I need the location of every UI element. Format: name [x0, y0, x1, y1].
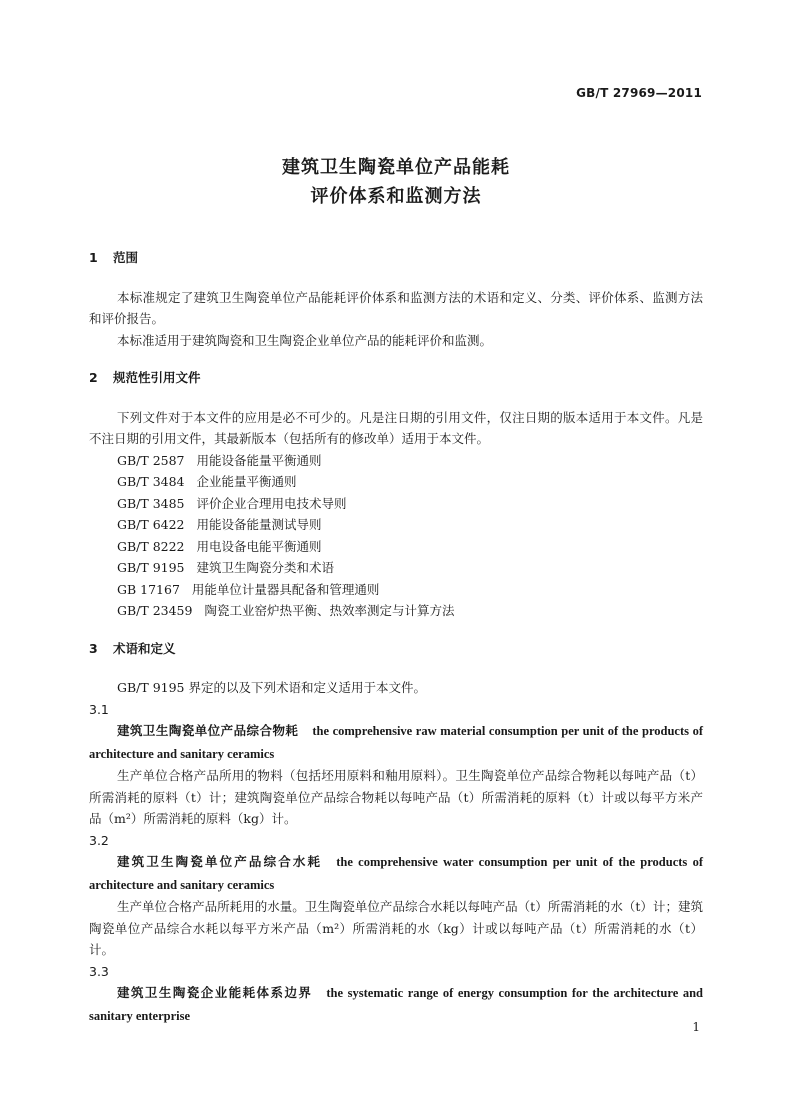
document-title-line-1: 建筑卫生陶瓷单位产品能耗 — [282, 157, 510, 178]
term-entry — [89, 982, 703, 1027]
document-body — [89, 247, 703, 1027]
clause-number: 3.1 — [89, 701, 109, 717]
term-chinese: 建筑卫生陶瓷单位产品综合物耗 — [117, 723, 299, 738]
reference-code: GB/T 23459 — [117, 603, 193, 618]
reference-code: GB/T 3485 — [117, 495, 185, 511]
reference-title: 企业能量平衡通则 — [196, 474, 297, 489]
reference-item — [89, 600, 703, 622]
paragraph: GB/T 9195 界定的以及下列术语和定义适用于本文件。 — [117, 680, 426, 695]
reference-title: 用电设备电能平衡通则 — [196, 538, 322, 554]
section-title: 规范性引用文件 — [113, 370, 201, 385]
paragraph: 本标准规定了建筑卫生陶瓷单位产品能耗评价体系和监测方法的术语和定义、分类、评价体系、监测方法和评价报告。 — [89, 289, 703, 326]
reference-title: 评价企业合理用电技术导则 — [196, 495, 347, 511]
clause-number: 3.3 — [89, 963, 109, 979]
reference-title: 建筑卫生陶瓷分类和术语 — [196, 560, 335, 575]
reference-code: GB 17167 — [117, 581, 180, 597]
section-heading-normative-references — [89, 367, 703, 389]
reference-title: 陶瓷工业窑炉热平衡、热效率测定与计算方法 — [204, 603, 455, 618]
reference-item — [89, 450, 703, 472]
paragraph: 本标准适用于建筑陶瓷和卫生陶瓷企业单位产品的能耗评价和监测。 — [117, 332, 493, 348]
section-number: 2 — [89, 370, 98, 385]
term-chinese: 建筑卫生陶瓷单位产品综合水耗 — [117, 854, 323, 869]
reference-code: GB/T 8222 — [117, 538, 185, 554]
standard-code: GB/T 27969—2011 — [576, 86, 702, 100]
document-title-line-2: 评价体系和监测方法 — [310, 186, 482, 207]
reference-code: GB/T 3484 — [117, 474, 185, 489]
section-number: 1 — [89, 250, 98, 265]
reference-title: 用能单位计量器具配备和管理通则 — [191, 581, 380, 597]
term-definition: 生产单位合格产品所用的物料（包括坯用原料和釉用原料）。卫生陶瓷单位产品综合物耗以每吨产品（t）所需消耗的原料（t）计；建筑陶瓷单位产品综合物耗以每吨产品（t）所需消耗的原料（t）计或以每平方米产品（m²）所需消耗的原料（kg）计。 — [89, 768, 703, 826]
section-number: 3 — [89, 640, 98, 656]
section-title: 术语和定义 — [113, 640, 176, 656]
reference-title: 用能设备能量测试导则 — [196, 517, 322, 532]
section-title: 范围 — [113, 250, 139, 265]
term-english: the comprehensive water consumption per unit of the products of architecture and sanitary ceramics — [89, 855, 703, 892]
term-english: the systematic range of energy consumption for the architecture and sanitary enterprise — [89, 986, 703, 1023]
reference-item — [89, 579, 703, 601]
reference-item — [89, 536, 703, 558]
term-chinese: 建筑卫生陶瓷企业能耗体系边界 — [117, 985, 313, 1000]
page-number: 1 — [692, 1020, 700, 1034]
section-heading-terms-and-definitions — [89, 638, 703, 660]
reference-item — [89, 514, 703, 536]
term-entry — [89, 720, 703, 765]
clause-number: 3.2 — [89, 832, 109, 848]
section-heading-scope — [89, 247, 703, 269]
reference-title: 用能设备能量平衡通则 — [196, 452, 322, 468]
reference-item — [89, 471, 703, 493]
reference-code: GB/T 9195 — [117, 560, 185, 575]
paragraph: 下列文件对于本文件的应用是必不可少的。凡是注日期的引用文件，仅注日期的版本适用于本文件。凡是不注日期的引用文件，其最新版本（包括所有的修改单）适用于本文件。 — [89, 409, 703, 446]
term-definition: 生产单位合格产品所耗用的水量。卫生陶瓷单位产品综合水耗以每吨产品（t）所需消耗的水（t）计；建筑陶瓷单位产品综合水耗以每平方米产品（m²）所需消耗的水（kg）计或以每吨产品（t）所需消耗的水（t）计。 — [89, 899, 703, 957]
reference-item — [89, 557, 703, 579]
reference-item — [89, 493, 703, 515]
reference-code: GB/T 2587 — [117, 452, 185, 468]
reference-code: GB/T 6422 — [117, 517, 185, 532]
term-entry — [89, 851, 703, 896]
term-english: the comprehensive raw material consumption per unit of the products of architecture and sanitary ceramics — [89, 724, 703, 761]
